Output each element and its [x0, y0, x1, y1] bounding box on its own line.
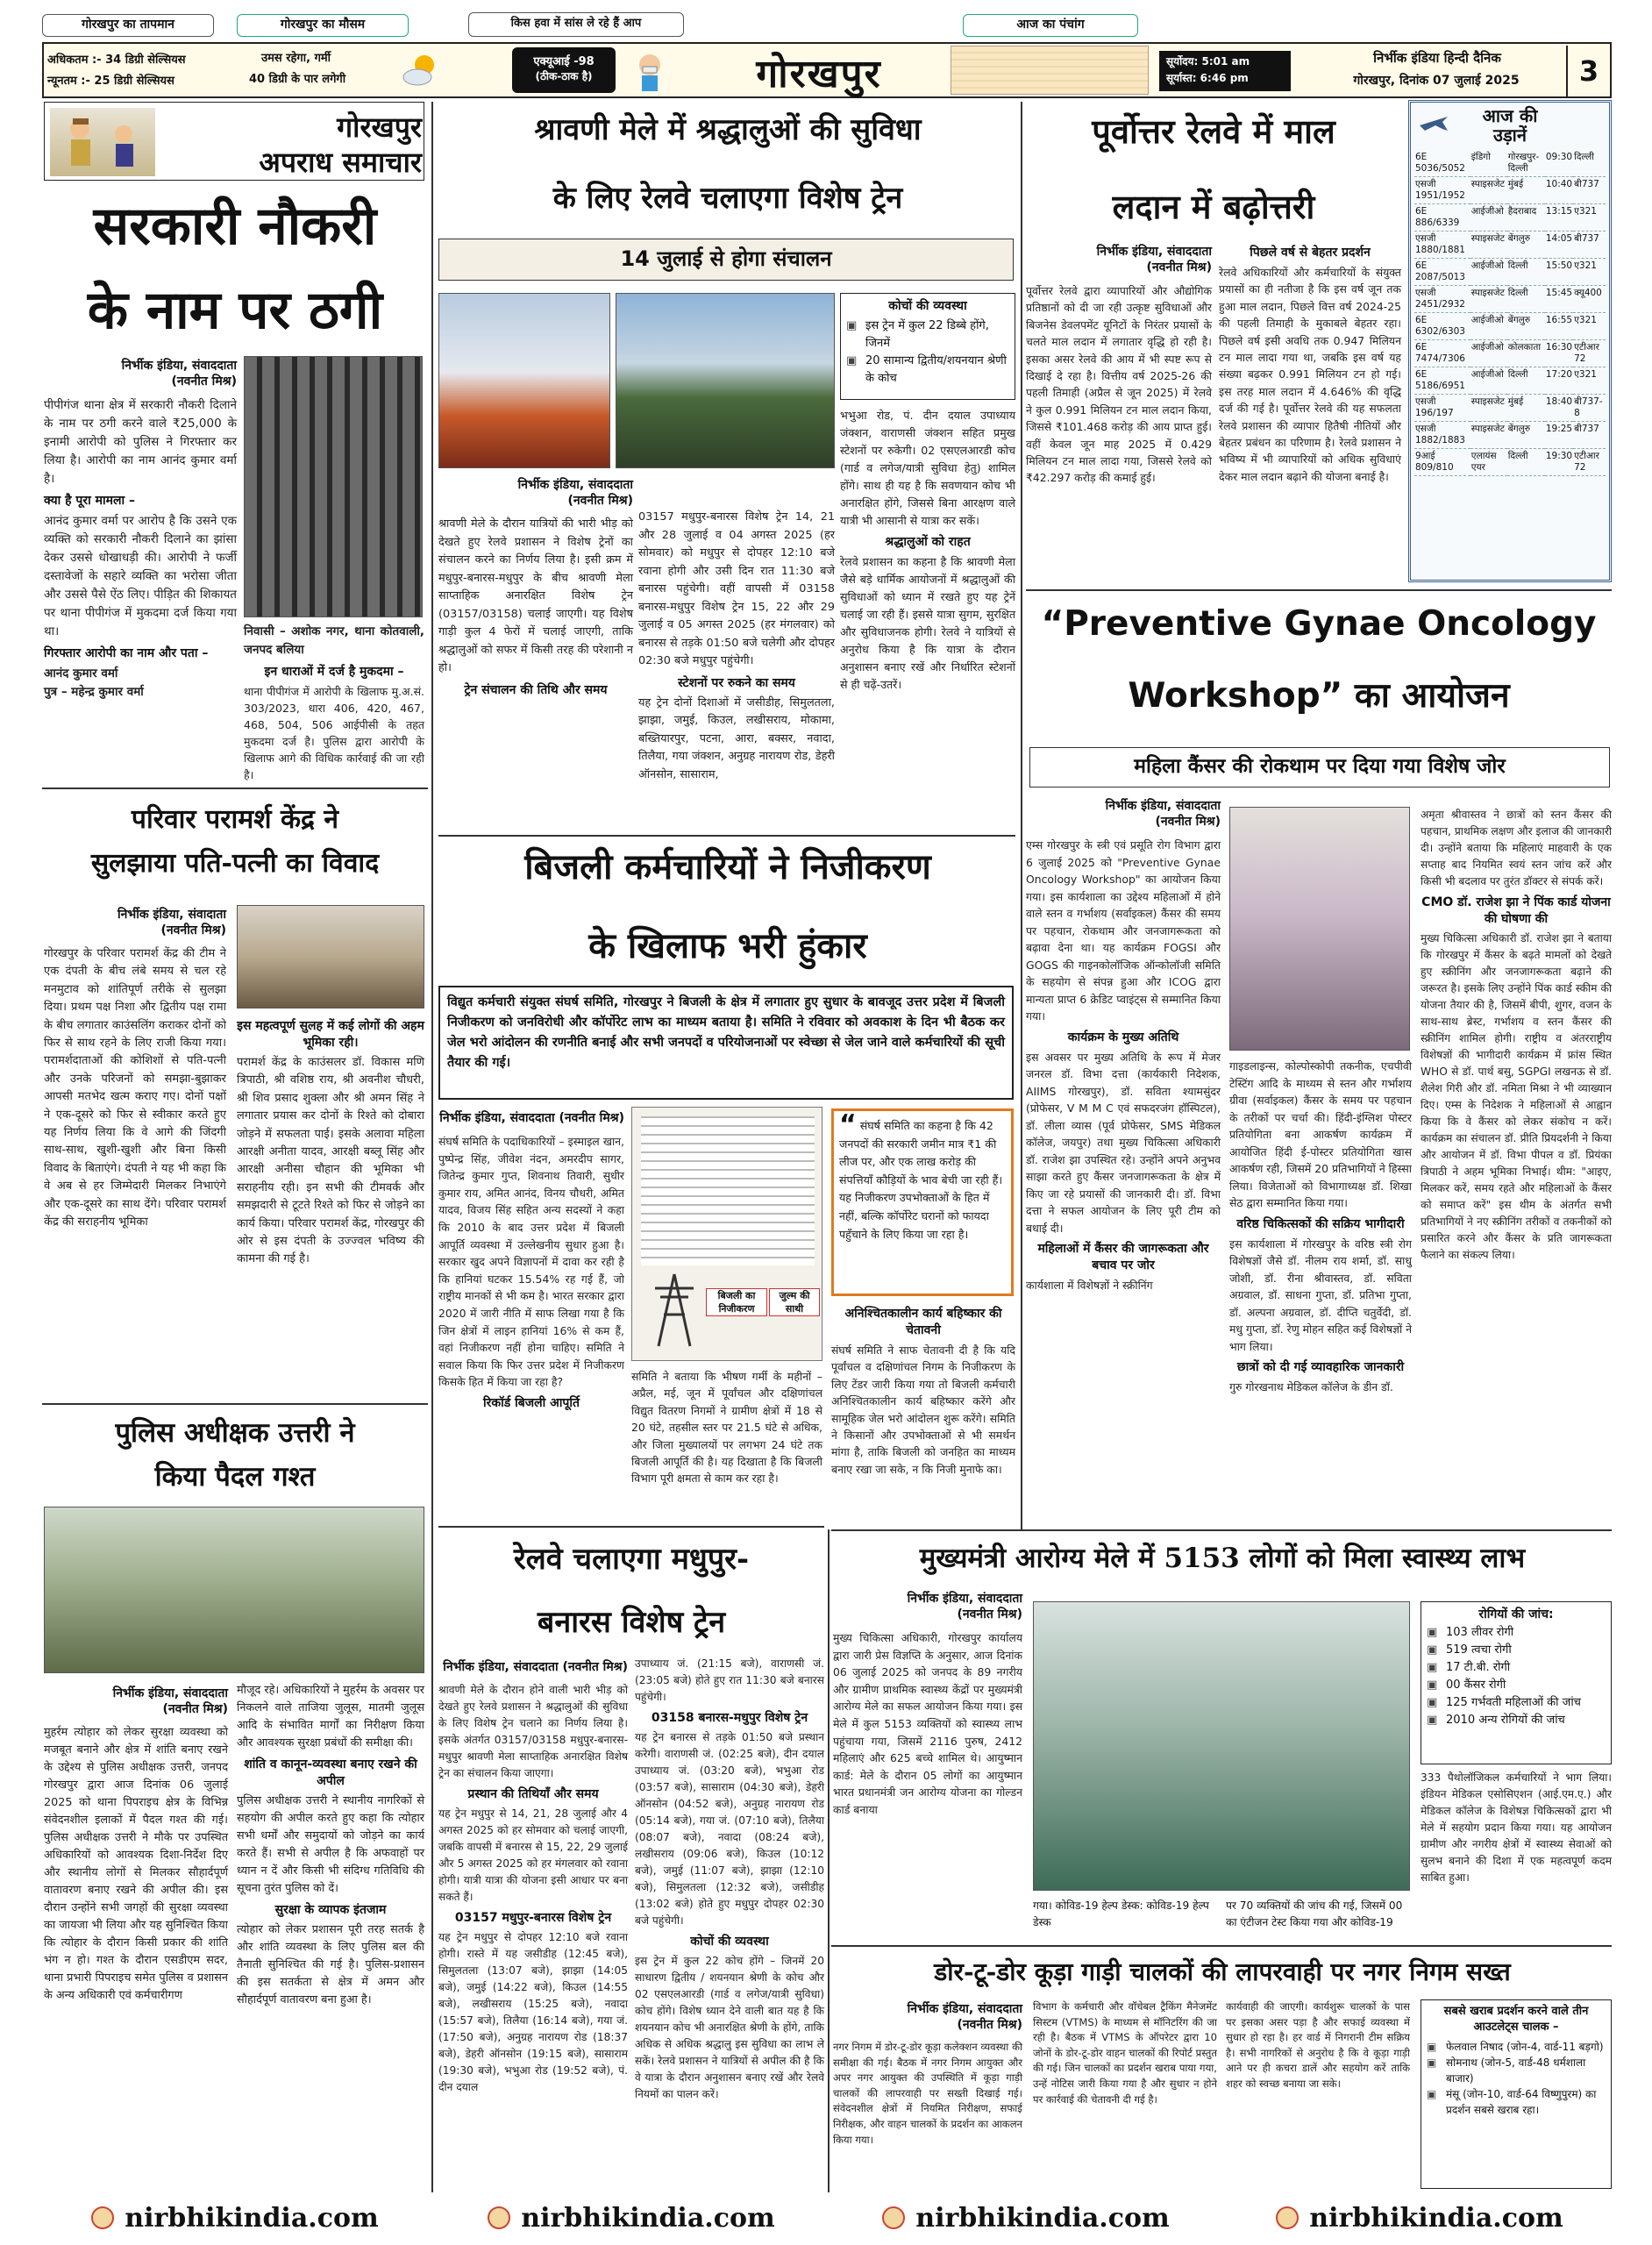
poster-label-1: बिजली का निजीकरण — [706, 1288, 767, 1316]
arogya-caption-left: गया। कोविड-19 हेल्प डेस्क: कोविड-19 हेल्प डेस्क — [1033, 1899, 1209, 1928]
city-title: गोरखपुर — [756, 52, 882, 96]
shravani-col-1 — [438, 474, 633, 833]
madhupur-headline-2: बनारस विशेष ट्रेन — [537, 1605, 726, 1640]
poster-label-2: जुल्म की साथी — [769, 1288, 820, 1316]
byline-reporter: (नवनीत मिश्र) — [171, 374, 237, 388]
divider — [42, 1403, 428, 1405]
electricity-sub-2: अनिश्चितकालीन कार्य बहिष्कार की चेतावनी — [844, 1307, 1002, 1337]
press-logo-icon — [882, 2206, 905, 2229]
flight-cell: स्पाइसजेट — [1470, 422, 1507, 449]
flight-cell: 6E 2087/5013 — [1414, 259, 1470, 286]
pylon-icon — [648, 1271, 701, 1350]
patrol-byline — [44, 1686, 228, 1717]
freight-byline — [1026, 244, 1212, 275]
electricity-headline-1: बिजली कर्मचारियों ने निजीकरण — [524, 846, 931, 887]
footer-4 — [1228, 2198, 1612, 2238]
electricity-col-3 — [831, 1301, 1015, 1522]
workshop-body-1: एम्स गोरखपुर के स्त्री एवं प्रसूति रोग विभाग द्वारा 6 जुलाई 2025 को "Preventive Gynae Oncology Workshop" का आयोजन किया गया। इस कार्यशाला का उद्देश्य महिलाओं में होने वाले स्तन व गर्भाशय (सर्वाइकल) कैंसर की समय पर पहचान, रोकथाम और जनजागरूकता को बढ़ावा देना था। यह कार्यक्रम FOGSI और GOGS की गाइनकोलॉजिक ऑन्कोलॉजी समिति के सहयोग से संपन्न हुआ और ICOG द्वारा मान्यता प्राप्त 6 क्रेडिट प्वाइंट्स से सम्मानित किया गया। — [1026, 838, 1221, 1023]
counselling-caption: इस महत्वपूर्ण सुलह में कई लोगों की अहम भूमिका रही। — [237, 1019, 424, 1050]
flight-row — [1414, 395, 1606, 422]
press-logo-icon — [488, 2206, 510, 2229]
madhupur-byline: निर्भीक इंडिया, संवाददाता (नवनीत मिश्र) — [443, 1660, 628, 1674]
temp-min: न्यूनतम :- 25 डिग्री सेल्सियस — [47, 75, 174, 88]
flight-cell: 16:55 — [1545, 313, 1573, 340]
workshop-body-6: मुख्य चिकित्सा अधिकारी डॉ. राजेश झा ने बताया कि गोरखपुर में कैंसर के बढ़ते मामलों को देखते हुए स्क्रीनिंग और जनजागरूकता बढ़ाने की जरूरत है। इसके लिए उन्होंने पिंक कार्ड स्कीम की योजना तैयार की है, जिसमें बीपी, शुगर, वजन के साथ-साथ ब्रेस्ट, गर्भाशय व स्तन कैंसर की स्क्रीनिंग शामिल होगी। राष्ट्रीय व अंतरराष्ट्रीय विशेषज्ञों की भागीदारी कार्यक्रम में फ्रांस स्थित WHO से डॉ. पार्थ बसु, SGPGI लखनऊ से डॉ. शैलेश गिरी और डॉ. नमिता मिश्रा ने भी व्याख्यान दिए। एम्स के निदेशक ने महिलाओं से आह्वान किया कि वे कैंसर को लेकर संकोच न करें। कार्यक्रम का संचालन डॉ. प्रीति प्रियदर्शनी ने किया और आयोजन में डॉ. विभा पीपल व डॉ. प्रियंका त्रिपाठी ने अहम भूमिका निभाई। थीम: "आइए, मिलकर करें, समय रहते और महिलाओं के कैंसर को समाप्त करें" इस थीम के अंतर्गत सभी प्रतिभागियों ने नए स्क्रीनिंग तरीकों व तकनीकों को प्रसारित करने और कैंसर के प्रति जागरूकता फैलाने का संकल्प लिया। — [1421, 932, 1612, 1261]
flight-cell: आईजीओ — [1470, 340, 1507, 367]
crime-byline — [44, 358, 237, 389]
list-item: ▣ फेलवाल निषाद (जोन-4, वार्ड-11 बड़गो) — [1427, 2039, 1606, 2055]
weather-line1: उमस रहेगा, गर्मी — [261, 52, 331, 65]
flight-cell: आईजीओ — [1470, 204, 1507, 232]
shravani-col-2 — [638, 509, 835, 833]
flight-cell: एसजी 1951/1952 — [1414, 177, 1470, 204]
flight-row — [1414, 367, 1606, 395]
shravani-body-rahat: रेलवे प्रशासन का कहना है कि श्रावणी मेला जैसे बड़े धार्मिक आयोजनों में श्रद्धालुओं की सुविधाओं को ध्यान में रखते हुए यह ट्रेनें चलाई जा रही हैं। इससे यात्रा सुगम, सुरक्षित और सुविधाजनक होगी। रेलवे ने यात्रियों से अनुरोध किया है कि यात्रा के दौरान अनुशासन बनाए रखें और निर्धारित स्टेशनों से ही चढ़ें-उतरें। — [840, 555, 1015, 691]
garbage-box — [1421, 1999, 1612, 2189]
divider — [1021, 102, 1022, 1529]
byline-reporter: (नवनीत मिश्र) — [160, 923, 226, 937]
flight-cell: 19:30 — [1545, 449, 1573, 476]
workshop-sub-5: CMO डॉ. राजेश झा ने पिंक कार्ड योजना की घोषणा की — [1421, 895, 1611, 926]
patrol-right — [237, 1682, 424, 2191]
shravani-body-right: भभुआ रोड, पं. दीन दयाल उपाध्याय जंक्शन, वाराणसी जंक्शन सहित प्रमुख स्टेशनों पर रुकेगी। 02 एसएलआरडी कोच (गार्ड व लगेज/यात्री सुविधा हेतु) शामिल होंगे। साथ ही यह है कि सवणयान कोच भी अनारक्षित होंगे, जिससे बिना आरक्षण वाले यात्री भी आसानी से यात्रा कर सकें। — [840, 409, 1015, 527]
garbage-col-3 — [1226, 1999, 1410, 2192]
byline-name: निर्भीक इंडिया, संवाददाता — [1105, 799, 1221, 813]
patrol-sub-1: शांति व कानून-व्यवस्था बनाए रखने की अपील — [244, 1757, 417, 1788]
flight-cell: दिल्ली — [1507, 367, 1545, 395]
workshop-byline — [1026, 798, 1221, 830]
shravani-headline-1: श्रावणी मेले में श्रद्धालुओं की सुविधा — [534, 112, 922, 147]
page-number: 3 — [1566, 46, 1610, 96]
patrol-headline-2: किया पैदल गश्त — [154, 1461, 316, 1493]
flight-row — [1414, 204, 1606, 232]
byline-reporter: (नवनीत मिश्र) — [957, 2018, 1022, 2032]
temp-label: गोरखपुर का तापमान — [42, 14, 214, 37]
shravani-byline — [438, 477, 633, 509]
flight-cell: आईजीओ — [1470, 367, 1507, 395]
workshop-col-3 — [1421, 807, 1612, 1514]
police-cartoon-icon — [50, 108, 155, 176]
sun-cloud-icon — [402, 51, 440, 89]
garbage-box-list — [1427, 2039, 1606, 2118]
divider — [831, 1529, 1612, 1531]
garbage-body-3: कार्यवाही की जाएगी। कार्यशुरू चालकों के पास पर इसका असर पड़ा है और सफाई व्यवस्था में सुधार हो रहा है। हर वार्ड में निगरानी टीम सक्रिय है। सभी नागरिकों से अनुरोध है कि वे कूड़ा गाड़ी आने पर ही कचरा डालें और सहयोग करें ताकि शहर को स्वच्छ बनाया जा सके। — [1226, 2000, 1410, 2090]
flight-row — [1414, 313, 1606, 340]
flight-row — [1414, 422, 1606, 449]
counselling-body-1: गोरखपुर के परिवार परामर्श केंद्र की टीम ने एक दंपती के बीच लंबे समय से चल रहे मनमुटाव को शांतिपूर्ण तरीके से सुलझा दिया। प्रथम पक्ष निशा और द्वितीय पक्ष रामा के बीच लगातार काउंसलिंग कराकर दोनों को फिर से साथ रहने के लिए राजी किया गया। परामर्शदाताओं की कोशिशों से पति-पत्नी और उनके परिजनों को समझा-बुझाकर आपसी मतभेद खत्म कराए गए। दोनों पक्षों ने एक-दूसरे को फिर से स्वीकार करते हुए यह निर्णय लिया कि वे आगे की जिंदगी साथ-साथ, खुशी-खुशी और बिना किसी विवाद के बिताएंगे। दंपती ने यह भी कहा कि वे अब से हर जिम्मेदारी मिलकर निभाएंगे और एक-दूसरे का साथ देंगे। परिवार परामर्श केंद्र की सराहनीय भूमिका — [44, 947, 226, 1229]
freight-sub: पिछले वर्ष से बेहतर प्रदर्शन — [1250, 246, 1371, 260]
arogya-caption-right: पर 70 व्यक्तियों की जांच की गई, जिसमें 00 का एंटीजन टेस्ट किया गया और कोविड-19 — [1226, 1899, 1403, 1928]
arogya-box — [1421, 1601, 1612, 1764]
byline-name: निर्भीक इंडिया, संवाददाता — [907, 1592, 1022, 1606]
list-item: ▣ 17 टी.बी. रोगी — [1427, 1659, 1606, 1677]
patrol-article — [44, 1682, 228, 2191]
air-label: किस हवा में सांस ले रहे हैं आप — [468, 12, 684, 37]
divider — [828, 1529, 830, 2192]
issue-date: गोरखपुर, दिनांक 07 जुलाई 2025 — [1353, 74, 1520, 88]
freight-headline-2: लदान में बढ़ोत्तरी — [1112, 187, 1315, 226]
flight-cell: इंडिगो — [1470, 150, 1507, 177]
flight-cell: बी737 — [1573, 232, 1606, 259]
electricity-body-2: समिति ने बताया कि भीषण गर्मी के महीनों – अप्रैल, मई, जून में पूर्वांचल और दक्षिणांचल विद्युत वितरण निगमों ने ग्रामीण क्षेत्रों में 18 से 20 घंटे, तहसील स्तर पर 21.5 घंटे से अधिक, और जिला मुख्यालयों पर लगभग 24 घंटे तक बिजली आपूर्ति की है। यह दिखाता है कि बिजली विभाग पूरी क्षमता से काम कर रहा है। — [631, 1370, 822, 1486]
madhupur-body-3: यह ट्रेन मधुपुर से दोपहर 12:10 बजे रवाना होगी। रास्ते में यह जसीडीह (12:45 बजे), सिमुलतला (13:07 बजे), झाझा (14:05 बजे), जमुई (14:22 बजे), किउल (14:55 बजे), लखीसराय (15:25 बजे), नवादा (15:57 बजे), तिलैया (16:14 बजे), गया जं. (17:50 बजे), अनुग्रह नारायण रोड (18:37 बजे), डेहरी ऑनसोन (19:15 बजे), सासाराम (19:30 बजे), भभुआ रोड (19:52 बजे), पं. दीन दयाल — [438, 1931, 628, 2093]
shravani-col-3 — [840, 407, 1015, 828]
crime-sub-1: क्या है पूरा मामला – — [44, 494, 135, 508]
list-item: ▣ 2010 अन्य रोगियों की जांच — [1427, 1712, 1606, 1729]
crime-banner-line2: अपराध समाचार — [259, 146, 422, 179]
byline-reporter: (नवनीत मिश्र) — [1146, 260, 1212, 274]
counselling-byline — [44, 907, 226, 938]
electricity-body-3: संघर्ष समिति ने साफ चेतावनी दी है कि यदि पूर्वांचल व दक्षिणांचल निगम के निजीकरण के लिए टेंडर जारी किया गया तो बिजली कर्मचारी अनिश्चितकालीन कार्य बहिष्कार करेंगे और सामूहिक जेल भरो आंदोलन शुरू करेंगे। समिति ने किसानों और उपभोक्ताओं से भी समर्थन मांगा है, ताकि बिजली को जनहित का माध्यम बनाए रखा जा सके, न कि निजी मुनाफे का। — [831, 1343, 1015, 1476]
electricity-col-2 — [631, 1368, 822, 1522]
flight-cell: स्पाइसजेट — [1470, 395, 1507, 422]
arogya-box-title: रोगियों की जांच: — [1478, 1607, 1554, 1621]
accused-photo — [244, 356, 423, 617]
crime-headline-1: सरकारी नौकरी — [93, 196, 377, 257]
freight-body-1: पूर्वोत्तर रेलवे द्वारा व्यापारियों और औद्योगिक प्रतिष्ठानों को दी जा रही उत्कृष्ट सुविधाओं और बिजनेस डेवलपमेंट यूनिटों के निरंतर प्रयासों के चलते माल लदान में लगातार वृद्धि हो रही है। इसका असर रेलवे की आय में भी स्पष्ट रूप से दिखाई दे रहा है। वित्तीय वर्ष 2025-26 की पहली तिमाही (अप्रैल से जून 2025) में रेलवे ने कुल 0.991 मिलियन टन माल लदान किया, जिससे ₹101.468 करोड़ की आय प्राप्त हुई। वहीं केवल जून माह 2025 में 0.429 मिलियन टन माल लादा गया, जिससे रेलवे को ₹42.297 करोड़ की कमाई हुई। — [1026, 284, 1212, 485]
electricity-byline: निर्भीक इंडिया, संवाददाता (नवनीत मिश्र) — [439, 1111, 624, 1125]
flight-row — [1414, 449, 1606, 476]
garbage-body-2: विभाग के कर्मचारी और वॉचेबल ट्रैकिंग मैनेजमेंट सिस्टम (VTMS) के माध्यम से मॉनिटरिंग की जा रही है। बैठक में VTMS के ऑपरेटर द्वारा 10 जोनों के डोर-टू-डोर वाहन चालकों की रिपोर्ट प्रस्तुत की गई। जिन चालकों का प्रदर्शन खराब पाया गया, उन्हें नोटिस जारी किया गया है और सुधार न होने पर कार्रवाई की चेतावनी दी गई है। — [1033, 2000, 1217, 2106]
list-item: ▣ 519 त्वचा रोगी — [1427, 1642, 1606, 1659]
arogya-box-list — [1427, 1624, 1606, 1729]
byline-name: निर्भीक इंडिया, संवाददाता — [112, 1686, 228, 1700]
shravani-body-tithi: 03157 मधुपुर-बनारस विशेष ट्रेन 14, 21 और 28 जुलाई व 04 अगस्त 2025 (हर सोमवार) को मधुपुर से दोपहर 12:10 बजे रवाना होगी और उसी दिन रात 11:30 बजे बनारस पहुंचेगी। वहीं वापसी में 03158 बनारस-मधुपुर विशेष ट्रेन 15, 22 और 29 जुलाई व 05 अगस्त 2025 (हर मंगलवार) को बनारस से तड़के 01:50 बजे चलेगी और दोपहर 02:30 बजे मधुपुर पहुंचेगी। — [638, 510, 835, 667]
workshop-sub-4: छात्रों को दी गई व्यावहारिक जानकारी — [1236, 1360, 1405, 1374]
flight-row — [1414, 259, 1606, 286]
flight-cell: स्पाइसजेट — [1470, 177, 1507, 204]
press-logo-icon — [91, 2206, 114, 2229]
flights-title-2: उड़ानें — [1493, 125, 1527, 146]
madhupur-sub-1: प्रस्थान की तिथियाँ और समय — [467, 1787, 599, 1801]
crime-headline-2: के नाम पर ठगी — [87, 280, 383, 341]
electricity-deck: विद्युत कर्मचारी संयुक्त संघर्ष समिति, गोरखपुर ने बिजली के क्षेत्र में लगातार हुए सुधार के बावजूद उत्तर प्रदेश में बिजली निजीकरण को जनविरोधी और कॉर्पोरेट लाभ का माध्यम बताया है। समिति ने रविवार को अवकाश के दिन भी बैठक कर जेल भरो आंदोलन की रणनीति बनाई और सभी जनपदों व परियोजनाओं पर स्वेच्छा से जेल जाने वाले कर्मचारियों की सूची तैयार की गई। — [438, 986, 1014, 1100]
flight-cell: हैदराबाद — [1507, 204, 1545, 232]
patrol-headline-1: पुलिस अधीक्षक उत्तरी ने — [115, 1417, 355, 1449]
flight-cell: 6E 886/6339 — [1414, 204, 1470, 232]
patrol-body-3: पुलिस अधीक्षक उत्तरी ने स्थानीय नागरिकों से सहयोग की अपील करते हुए कहा कि त्योहार सभी धर्मों और समुदायों को जोड़ने का कार्य करते हैं। सभी से अपील है कि अफवाहों पर ध्यान न दें और किसी भी संदिग्ध गतिविधि की सूचना तुरंत पुलिस को दें। — [237, 1794, 424, 1895]
madhupur-body-5: यह ट्रेन बनारस से तड़के 01:50 बजे प्रस्थान करेगी। वाराणसी जं. (02:25 बजे), दीन दयाल उपाध्याय जं. (03:20 बजे), भभुआ रोड (03:57 बजे), सासाराम (04:30 बजे), डेहरी ऑनसोन (04:52 बजे), अनुग्रह नारायण रोड (05:14 बजे), गया जं. (07:10 बजे), तिलैया (08:07 बजे), नवादा (08:24 बजे), लखीसराय (09:06 बजे), किउल (10:12 बजे), जमुई (11:07 बजे), झाझा (12:10 बजे), सिमुलतला (12:32 बजे), जसीडीह (13:02 बजे) होते हुए मधुपुर दोपहर 02:30 बजे पहुंचेगी। — [635, 1731, 824, 1927]
flight-cell: ए321 — [1573, 204, 1606, 232]
divider — [438, 1526, 824, 1528]
electricity-headline-2: के खिलाफ भरी हुंकार — [588, 925, 867, 966]
workshop-sub-3: वरिष्ठ चिकित्सकों की सक्रिय भागीदारी — [1236, 1216, 1405, 1231]
crime-accused-2: पुत्र – महेन्द्र कुमार वर्मा — [44, 685, 144, 699]
flight-cell: 6E 6302/6303 — [1414, 313, 1470, 340]
coach-box — [840, 293, 1015, 400]
workshop-col-1 — [1026, 795, 1221, 1514]
crime-article — [44, 354, 237, 775]
shravani-body-stations: यह ट्रेन दोनों दिशाओं में जसीडीह, सिमुलतला, झाझा, जमुई, किउल, लखीसराय, मोकामा, बख्तियारपुर, पटना, आरा, बक्सर, नवादा, तिलैया, गया जंक्शन, अनुग्रह नारायण रोड, डेहरी ऑनसोन, सासाराम, — [638, 695, 835, 781]
workshop-headline-1: “Preventive Gynae Oncology — [1041, 604, 1597, 644]
crime-sub-3: इन धाराओं में दर्ज है मुकदमा – — [264, 665, 404, 679]
divider — [1026, 589, 1612, 591]
crime-banner — [44, 102, 424, 181]
patrol-sub-2: सुरक्षा के व्यापक इंतजाम — [274, 1903, 387, 1917]
coach-box-title: कोचों की व्यवस्था — [888, 299, 967, 313]
child-mask-icon — [628, 49, 672, 93]
byline-reporter: (नवनीत मिश्र) — [1155, 815, 1221, 829]
madhupur-headline-1: रेलवे चलाएगा मधुपुर- — [513, 1542, 750, 1577]
flights-title-1: आज की — [1482, 105, 1538, 126]
flight-cell: 18:40 — [1545, 395, 1573, 422]
shravani-deck: 14 जुलाई से होगा संचालन — [438, 239, 1014, 281]
footer-site[interactable]: nirbhikindia.com — [125, 2202, 379, 2234]
flight-cell: स्पाइसजेट — [1470, 286, 1507, 313]
flight-cell: 6E 7474/7306 — [1414, 340, 1470, 367]
flight-cell: 17:20 — [1545, 367, 1573, 395]
weather-label: गोरखपुर का मौसम — [237, 14, 409, 37]
workshop-sub-1: कार्यक्रम के मुख्य अतिथि — [1067, 1030, 1179, 1044]
garbage-col-2 — [1033, 1999, 1217, 2192]
arogya-col-3 — [1421, 1770, 1612, 1942]
poster-text-lines — [641, 1116, 815, 1265]
flight-row — [1414, 340, 1606, 367]
byline-name: निर्भीक इंडिया, संवादाता — [117, 908, 226, 922]
flight-cell: बी737 — [1573, 422, 1606, 449]
shravani-sub-tithi: ट्रेन संचालन की तिथि और समय — [464, 682, 608, 697]
madhupur-sub-4: कोचों की व्यवस्था — [690, 1935, 769, 1949]
flight-cell: कोलकाता — [1507, 340, 1545, 367]
flight-cell: 13:15 — [1545, 204, 1573, 232]
flight-cell: बी737 — [1573, 177, 1606, 204]
flight-cell: 9आई 809/810 — [1414, 449, 1470, 476]
list-item: ▣ 20 सामान्य द्वितीय/शयनयान श्रेणी के कोच — [846, 353, 1009, 388]
flight-cell: ए321 — [1573, 313, 1606, 340]
patrol-photo — [44, 1507, 424, 1673]
panchang-label: आज का पंचांग — [963, 14, 1138, 37]
quote-icon: “ — [839, 1109, 857, 1140]
flight-cell: ए321 — [1573, 259, 1606, 286]
flight-cell: 6E 5036/5052 — [1414, 150, 1470, 177]
freight-body-2: रेलवे अधिकारियों और कर्मचारियों के संयुक्त प्रयासों का ही नतीजा है कि इस वर्ष जून तक हुआ माल लदान, पिछले वित्त वर्ष 2024-25 की पहली तिमाही के मुकाबले बेहतर रहा। पिछले वर्ष इसी अवधि तक 0.947 मिलियन टन माल लादा गया था, जबकि इस वर्ष यह संख्या बढ़कर 0.991 मिलियन टन हो गई। इस तरह माल लदान में 4.646% की वृद्धि दर्ज की गई है। पूर्वोत्तर रेलवे की यह सफलता रेलवे प्रशासन की व्यापार हितैषी नीतियों और बेहतर प्रबंधन का परिणाम है। रेलवे प्रशासन ने भविष्य में भी व्यापारियों को अधिक सुविधाएं देकर माल लदान बढ़ाने की योजना बनाई है। — [1219, 266, 1401, 483]
workshop-body-4: इस कार्यशाला में गोरखपुर के वरिष्ठ स्त्री रोग विशेषज्ञों जैसे डॉ. नीलम राय शर्मा, डॉ. साधु जोशी, डॉ. रीना श्रीवास्तव, डॉ. सविता अग्रवाल, डॉ. साधना गुप्ता, डॉ. प्रतिभा गुप्ता, डॉ. अल्पना अग्रवाल, डॉ. दीप्ति चतुर्वेदी, डॉ. मधु गुप्ता, डॉ. रेणु मोहन सहित कई विशेषज्ञों ने भाग लिया। — [1229, 1237, 1412, 1353]
madhupur-body-1: श्रावणी मेले के दौरान होने वाली भारी भीड़ को देखते हुए रेलवे प्रशासन ने श्रद्धालुओं की सुविधा के लिए विशेष ट्रेन चलाने का निर्णय लिया है। इसके अंतर्गत 03157/03158 मधुपुर-बनारस-मधुपुर श्रावणी मेला साप्ताहिक अनारक्षित विशेष ट्रेन का संचालन किया जाएगा। — [438, 1684, 628, 1779]
arogya-body-right: 333 पैथोलॉजिकल कर्मचारियों ने भाग लिया। इंडियन मेडिकल एसोसिएशन (आई.एम.ए.) और मेडिकल कॉलेज के विशेषज्ञ चिकित्सकों द्वारा भी मेले में सहयोग प्रदान किया गया। यह आयोजन ग्रामीण और नगरीय क्षेत्रों में स्वास्थ्य सेवाओं को सुलभ बनाने की दिशा में एक महत्वपूर्ण कदम साबित हुआ। — [1421, 1771, 1612, 1884]
plane-icon — [1416, 108, 1451, 139]
flights-table — [1414, 150, 1606, 476]
arogya-body-1: मुख्य चिकित्सा अधिकारी, गोरखपुर कार्यालय द्वारा जारी प्रेस विज्ञप्ति के अनुसार, आज दिनांक 06 जुलाई 2025 को जनपद के 89 नगरीय और ग्रामीण प्राथमिक स्वास्थ्य केंद्रों पर मुख्यमंत्री आरोग्य मेले का सफल आयोजन किया गया। इस मेले में कुल 5153 व्यक्तियों को स्वास्थ्य लाभ पहुंचाया गया, जिसमें 2116 पुरुष, 2412 महिलाएं और 625 बच्चे शामिल थे। आयुष्मान कार्ड: मेले के दौरान 05 लोगों का आयुष्मान भारत प्रधानमंत्री जन आरोग्य योजना का गोल्डन कार्ड बनाया — [833, 1631, 1022, 1816]
list-item: ▣ सोमनाथ (जोन-5, वार्ड-48 धर्मशाला बाजार) — [1427, 2055, 1606, 2086]
arogya-col-1 — [833, 1587, 1022, 1938]
list-item: ▣ 125 गर्भवती महिलाओं की जांच — [1427, 1694, 1606, 1712]
flight-cell: 15:50 — [1545, 259, 1573, 286]
crime-body-1: पीपीगंज थाना क्षेत्र में सरकारी नौकरी दिलाने के नाम पर ठगी करने वाले ₹25,000 के इनामी आरोपी को पुलिस ने गिरफ्तार कर लिया है। आरोपी का नाम आनंद कुमार वर्मा है। — [44, 398, 237, 486]
arogya-headline: मुख्यमंत्री आरोग्य मेले में 5153 लोगों को मिला स्वास्थ्य लाभ — [919, 1543, 1526, 1574]
byline-reporter: (नवनीत मिश्र) — [567, 494, 633, 508]
aqi-status: (ठीक-ठाक है) — [535, 70, 593, 82]
footer-site[interactable]: nirbhikindia.com — [1309, 2202, 1563, 2234]
workshop-body-5: गुरु गोरखनाथ मेडिकल कॉलेज के डीन डॉ. — [1229, 1380, 1393, 1393]
electricity-quote — [831, 1108, 1014, 1296]
shravani-sub-stations: स्टेशनों पर रुकने का समय — [678, 675, 795, 690]
kanwar-photo — [438, 293, 610, 468]
flight-cell: दिल्ली — [1573, 150, 1606, 177]
flight-cell: आईजीओ — [1470, 259, 1507, 286]
footer-1 — [42, 2198, 428, 2238]
flight-cell: 6E 5186/6951 — [1414, 367, 1470, 395]
workshop-body-3: कार्यशाला में विशेषज्ञों ने स्क्रीनिंग — [1026, 1279, 1153, 1292]
flight-row — [1414, 150, 1606, 177]
counselling-headline-1: परिवार परामर्श केंद्र ने — [131, 804, 339, 835]
flight-cell: 16:30 — [1545, 340, 1573, 367]
arogya-byline — [833, 1591, 1022, 1622]
train-photo — [616, 293, 835, 468]
workshop-col-2 — [1229, 1058, 1412, 1514]
patrol-body-2: मौजूद रहे। अधिकारियों ने मुहर्रम के अवसर पर निकलने वाले ताजिया जुलूस, मातमी जुलूस आदि के संभावित मार्गों का निरीक्षण किया और आवश्यक सुरक्षा प्रबंधों की समीक्षा की। — [237, 1684, 424, 1750]
flight-cell: दिल्ली — [1507, 449, 1545, 476]
aqi-badge — [512, 47, 616, 93]
flight-cell: गोरखपुर-दिल्ली — [1507, 150, 1545, 177]
madhupur-col-2 — [635, 1656, 824, 2192]
flight-cell: 10:40 — [1545, 177, 1573, 204]
freight-headline-1: पूर्वोत्तर रेलवे में माल — [1092, 111, 1335, 151]
counselling-photo — [237, 905, 424, 1008]
crime-body-3: थाना पीपीगंज में आरोपी के खिलाफ मु.अ.सं. 303/2023, धारा 406, 420, 467, 468, 504, 506 आईपीसी के तहत मुकदमा दर्ज है। पुलिस द्वारा आरोपी के खिलाफ आगे की विधिक कार्रवाई की जा रही है। — [244, 685, 424, 781]
flight-cell: एलायंस एयर — [1470, 449, 1507, 476]
patrol-body-4: त्योहार को लेकर प्रशासन पूरी तरह सतर्क है और शांति व्यवस्था के लिए पुलिस बल की तैनाती सुनिश्चित की गई है। पुलिस-प्रशासन की इस सतर्कता से क्षेत्र में अमन और सौहार्दपूर्ण वातावरण बना हुआ है। — [237, 1923, 424, 2006]
workshop-headline-2: Workshop” का आयोजन — [1128, 676, 1510, 716]
flight-cell: एटीआर 72 — [1573, 449, 1606, 476]
quote-text: संघर्ष समिति का कहना है कि 42 जनपदों की सरकारी जमीन मात्र ₹1 की लीज पर, और एक लाख करोड़ की संपत्तियाँ कौड़ियों के भाव बेची जा रही हैं। यह निजीकरण उपभोक्ताओं के हित में नहीं, बल्कि कॉर्पोरेट घरानों को फायदा पहुँचाने के लिए किया जा रहा है। — [839, 1119, 1003, 1241]
divider — [431, 102, 433, 2192]
weather-line2: 40 डिग्री के पार लगेगी — [249, 73, 346, 86]
list-item: ▣ 103 लीवर रोगी — [1427, 1624, 1606, 1642]
freight-col-1 — [1026, 240, 1212, 586]
flight-cell: स्पाइसजेट — [1470, 232, 1507, 259]
shravani-body-1: श्रावणी मेले के दौरान यात्रियों की भारी भीड़ को देखते हुए रेलवे प्रशासन ने विशेष ट्रेनों का संचालन करने का निर्णय लिया है। इसी क्रम में मधुपुर-बनारस-मधुपुर के बीच श्रावणी मेला साप्ताहिक अनारक्षित विशेष ट्रेन (03157/03158) चलाई जाएगी। यह विशेष गाड़ी कुल 4 फेरों में चलाई जाएगी, ताकि श्रद्धालुओं को सफर में किसी तरह की परेशानी न हो। — [438, 517, 633, 674]
sun-times — [1159, 51, 1291, 91]
flight-cell: दिल्ली — [1507, 259, 1545, 286]
coach-box-list — [846, 317, 1009, 388]
byline-name: निर्भीक इंडिया, संवाददाता — [1096, 245, 1212, 259]
freight-col-2 — [1219, 240, 1401, 586]
paper-name: निर्भीक इंडिया हिन्दी दैनिक — [1373, 50, 1501, 66]
workshop-deck: महिला कैंसर की रोकथाम पर दिया गया विशेष जोर — [1029, 747, 1610, 788]
masthead — [42, 12, 1612, 102]
flight-row — [1414, 286, 1606, 313]
crime-right-col — [244, 623, 424, 782]
madhupur-body-2: यह ट्रेन मधुपुर से 14, 21, 28 जुलाई और 4 अगस्त 2025 को हर सोमवार को चलाई जाएगी, जबकि वापसी में बनारस से 15, 22, 29 जुलाई और 5 अगस्त 2025 को हर मंगलवार को रवाना होगी। यात्री यात्रा की योजना इसी आधार पर बना सकते हैं। — [438, 1807, 628, 1903]
flight-cell: एटीआर 72 — [1573, 340, 1606, 367]
flight-cell: बेंगलुरु — [1507, 422, 1545, 449]
workshop-body-right: अमृता श्रीवास्तव ने छात्रों को स्तन कैंसर की पहचान, प्राथमिक लक्षण और इलाज की जानकारी दी। उन्होंने बताया कि महिलाएं माहवारी के एक सप्ताह बाद नियमित स्वयं स्तन जांच करें और किसी भी बदलाव पर तुरंत डॉक्टर से संपर्क करें। — [1421, 809, 1612, 887]
flight-cell: ए321 — [1573, 367, 1606, 395]
workshop-sub-2: महिलाओं में कैंसर की जागरूकता और बचाव पर जोर — [1037, 1242, 1209, 1272]
crime-banner-line1: गोरखपुर — [337, 110, 422, 144]
flight-cell: 14:05 — [1545, 232, 1573, 259]
list-item: ▣ इस ट्रेन में कुल 22 डिब्बे होंगे, जिनमें — [846, 317, 1009, 353]
flight-row — [1414, 177, 1606, 204]
divider — [831, 1945, 1612, 1947]
counselling-body-2: परामर्श केंद्र के काउंसलर डॉ. विकास मणि त्रिपाठी, श्री वशिष्ठ राय, श्री अवनीश चौधरी, श्री शिव प्रसाद शुक्ला और श्री अमन सिंह ने लगातार प्रयास कर दोनों के रिश्ते को दोबारा जोड़ने में सफलता पाई। इसके अलावा महिला आरक्षी अनीता यादव, आरक्षी बब्लू सिंह और आरक्षी अनीसा चौहान की भूमिका भी सराहनीय रही। इन सभी की टीमवर्क और समझदारी से टूटते रिश्ते को फिर से जोड़ने का कार्य किया। परिवार परामर्श केंद्र, गोरखपुर की ओर से इस दंपती के उज्ज्वल भविष्य की कामना की गई है। — [237, 1056, 424, 1266]
byline-name: निर्भीक इंडिया, संवाददाता — [907, 2002, 1022, 2016]
madhupur-body-6: इस ट्रेन में कुल 22 कोच होंगे – जिनमें 20 साधारण द्वितीय / शयनयान श्रेणी के कोच और 02 एसएलआरडी (गार्ड व लगेज/यात्री सुविधा) कोच होंगे। विशेष ध्यान देने वाली बात यह है कि शयनयान कोच भी अनारक्षित श्रेणी के होंगे, ताकि अधिक से अधिक श्रद्धालु इस सुविधा का लाभ ले सकें। रेलवे प्रशासन ने यात्रियों से अपील की है कि वे यात्रा के दौरान अनुशासन बनाए रखें और रेलवे नियमों का पालन करें। — [635, 1955, 824, 2100]
shravani-headline-2: के लिए रेलवे चलाएगा विशेष ट्रेन — [552, 181, 903, 216]
madhupur-col-1 — [438, 1656, 628, 2192]
crime-accused-1: आनंद कुमार वर्मा — [44, 666, 118, 681]
flight-cell: 15:45 — [1545, 286, 1573, 313]
flight-cell: एसजी 2451/2932 — [1414, 286, 1470, 313]
temp-max: अधिकतम :- 34 डिग्री सेल्सियस — [47, 53, 186, 67]
list-item: ▣ 00 कैंसर रोगी — [1427, 1677, 1606, 1694]
madhupur-sub-3: 03158 बनारस-मधुपुर विशेष ट्रेन — [651, 1711, 808, 1725]
footer-3 — [833, 2198, 1219, 2238]
flight-cell: एसजी 1882/1883 — [1414, 422, 1470, 449]
workshop-body-2: इस अवसर पर मुख्य अतिथि के रूप में मेजर जनरल डॉ. विभा दत्ता (कार्यकारी निदेशक, AIIMS गोरखपुर), डॉ. सविता श्यामसुंदर (प्रोफेसर, V M M C एवं सफदरजंग हॉस्पिटल), डॉ. लीला व्यास (पूर्व प्रोफेसर, SMS मेडिकल कॉलेज, जयपुर) तथा मुख्य चिकित्सा अधिकारी डॉ. राजेश झा उपस्थित रहे। उन्होंने अपने अनुभव साझा करते हुए कैंसर जनजागरूकता के क्षेत्र में किए जा रहे प्रयासों की जानकारी दी। डॉ. विभा दत्ता ने सफल आयोजन के लिए पूरी टीम को बधाई दी। — [1026, 1050, 1221, 1235]
electricity-col-1 — [438, 1107, 624, 1519]
electricity-sub-1: रिकॉर्ड बिजली आपूर्ति — [483, 1395, 580, 1410]
footer-site[interactable]: nirbhikindia.com — [521, 2202, 775, 2234]
flight-cell: मुंबई — [1507, 177, 1545, 204]
arogya-photo — [1033, 1601, 1410, 1891]
counselling-right — [237, 1014, 424, 1400]
aqi-value: एक्यूआई -98 — [533, 55, 595, 68]
garbage-box-title: सबसे खराब प्रदर्शन करने वाले तीन आउटलेट्स चालक – — [1443, 2005, 1589, 2034]
divider — [438, 835, 1015, 837]
flight-cell: क्यू400 — [1573, 286, 1606, 313]
patrol-body-1: मुहर्रम त्योहार को लेकर सुरक्षा व्यवस्था को मजबूत बनाने और क्षेत्र में शांति बनाए रखने के उद्देश्य से पुलिस अधीक्षक उत्तरी, जनपद गोरखपुर द्वारा आज दिनांक 06 जुलाई 2025 को थाना पिपराइच क्षेत्र के विभिन्न संवेदनशील इलाकों में पैदल गश्त की गई। पुलिस अधीक्षक उत्तरी ने मौके पर उपस्थित अधिकारियों को आवश्यक दिशा-निर्देश दिए और स्थानीय लोगों से मिलकर सौहार्दपूर्ण वातावरण बनाए रखने की अपील की। इस दौरान उन्होंने सभी जगहों की सुरक्षा व्यवस्था का जायजा भी लिया और यह सुनिश्चित किया कि त्योहार के दौरान किसी प्रकार की शांति भंग न हो। गश्त के दौरान एसडीएम सदर, थाना प्रभारी पिपराइच समेत पुलिस व प्रशासन के अन्य अधिकारी एवं कर्मचारीगण — [44, 1726, 228, 2002]
workshop-photo — [1229, 807, 1410, 1051]
byline-name: निर्भीक इंडिया, संवाददाता — [121, 359, 237, 373]
flight-cell: 09:30 — [1545, 150, 1573, 177]
flight-cell: दिल्ली — [1507, 286, 1545, 313]
footer-site[interactable]: nirbhikindia.com — [915, 2202, 1170, 2234]
flight-cell: आईजीओ — [1470, 313, 1507, 340]
poster-image — [631, 1107, 822, 1361]
workshop-caption: गाइडलाइन्स, कोल्पोस्कोपी तकनीक, एचपीवी टेस्टिंग आदि के माध्यम से स्तन और गर्भाशय ग्रीवा (सर्वाइकल) कैंसर के समय पर पहचान के तरीकों पर चर्चा की। हिंदी-इंग्लिश पोस्टर प्रतियोगिता बना आकर्षण कार्यक्रम में आयोजित हिंदी ई-पोस्टर प्रतियोगिता खास आकर्षण रही, जिसमें 20 प्रतिभागियों ने हिस्सा लिया। विजेताओं को विभागाध्यक्ष डॉ. शिखा सेठ द्वारा सम्मानित किया गया। — [1229, 1059, 1412, 1209]
garbage-body-1: नगर निगम में डोर-टू-डोर कूड़ा कलेक्शन व्यवस्था की समीक्षा की गई। बैठक में नगर निगम आयुक्त और अपर नगर आयुक्त की उपस्थिति में कूड़ा गाड़ी चालकों की लापरवाही पर सख्ती दिखाई गई। संवेदनशील क्षेत्रों में नियमित निरीक्षण, सफाई निरीक्षक, और वाहन चालकों के प्रदर्शन का आकलन किया गया। — [833, 2041, 1022, 2146]
byline-reporter: (नवनीत मिश्र) — [957, 1607, 1022, 1621]
list-item: ▣ मंसू (जोन-10, वार्ड-64 विष्णुपुरम) का प्रदर्शन सबसे खराब रहा। — [1427, 2086, 1606, 2118]
byline-reporter: (नवनीत मिश्र) — [162, 1702, 228, 1716]
press-logo-icon — [1276, 2206, 1299, 2229]
shravani-sub-rahat: श्रद्धालुओं को राहत — [885, 535, 971, 549]
flight-cell: 19:25 — [1545, 422, 1573, 449]
divider — [42, 788, 428, 789]
crime-caption: निवासी – अशोक नगर, थाना कोतवाली, जनपद बलिया — [244, 624, 424, 657]
crime-body-2: आनंद कुमार वर्मा पर आरोप है कि उसने एक व्यक्ति को सरकारी नौकरी दिलाने का झांसा देकर उससे धोखाधड़ी की। आरोपी ने फर्जी दस्तावेजों के सहारे व्यक्ति का भरोसा जीता और उससे पैसे ऐंठ लिए। पीड़ित की शिकायत पर थाना पीपीगंज में मुकदमा दर्ज किया गया था। — [44, 514, 237, 638]
flight-cell: मुंबई — [1507, 395, 1545, 422]
flight-cell: बेंगलुरु — [1507, 313, 1545, 340]
madhupur-sub-2: 03157 मधुपुर-बनारस विशेष ट्रेन — [454, 1911, 612, 1925]
sunset-time: सूर्यास्त: 6:46 pm — [1166, 72, 1249, 84]
flight-cell: एसजी 1880/1881 — [1414, 232, 1470, 259]
garbage-byline — [833, 2001, 1022, 2033]
byline-name: निर्भीक इंडिया, संवाददाता — [517, 478, 633, 492]
flight-row — [1414, 232, 1606, 259]
counselling-article — [44, 903, 226, 1403]
electricity-body-1: संघर्ष समिति के पदाधिकारियों – इस्माइल खान, पुष्पेन्द्र सिंह, जीवेश नंदन, अमरदीप सागर, जितेन्द्र कुमार गुप्त, शिवनाथ तिवारी, सुधीर कुमार राय, अमित आनंद, विनय चौधरी, अमित यादव, विजय सिंह सहित अन्य सदस्यों ने कहा कि 2010 के बाद उत्तर प्रदेश में बिजली आपूर्ति व्यवस्था में उल्लेखनीय सुधार हुआ है। सरकार खुद अपने विज्ञापनों में दावा कर रही है कि हानियां घटकर 15.54% रह गई हैं, जो राष्ट्रीय मानकों से भी कम है। भारत सरकार द्वारा 2020 में जारी नीति में साफ लिखा गया है कि जिन क्षेत्रों में लाइन हानियां 16% से कम हैं, वहां निजीकरण नहीं होना चाहिए। समिति ने सवाल किया कि फिर उत्तर प्रदेश में निजीकरण किसके हित में किया जा रहा है? — [438, 1135, 624, 1389]
flight-cell: बी737-8 — [1573, 395, 1606, 422]
madhupur-body-4: उपाध्याय जं. (21:15 बजे), वाराणसी जं. (23:05 बजे) होते हुए रात 11:30 बजे बनारस पहुंचेगी। — [635, 1657, 824, 1703]
garbage-col-1 — [833, 1998, 1022, 2192]
panchang-image — [951, 46, 1149, 95]
flight-cell: बेंगलुरु — [1507, 232, 1545, 259]
crime-sub-2: गिरफ्तार आरोपी का नाम और पता – — [44, 646, 209, 660]
flight-cell: एसजी 196/197 — [1414, 395, 1470, 422]
flights-box — [1408, 100, 1612, 582]
footer-2 — [438, 2198, 824, 2238]
garbage-headline: डोर-टू-डोर कूड़ा गाड़ी चालकों की लापरवाही पर नगर निगम सख्त — [934, 1957, 1511, 1986]
counselling-headline-2: सुलझाया पति-पत्नी का विवाद — [90, 848, 380, 879]
sunrise-time: सूर्योदय: 5:01 am — [1166, 55, 1250, 68]
